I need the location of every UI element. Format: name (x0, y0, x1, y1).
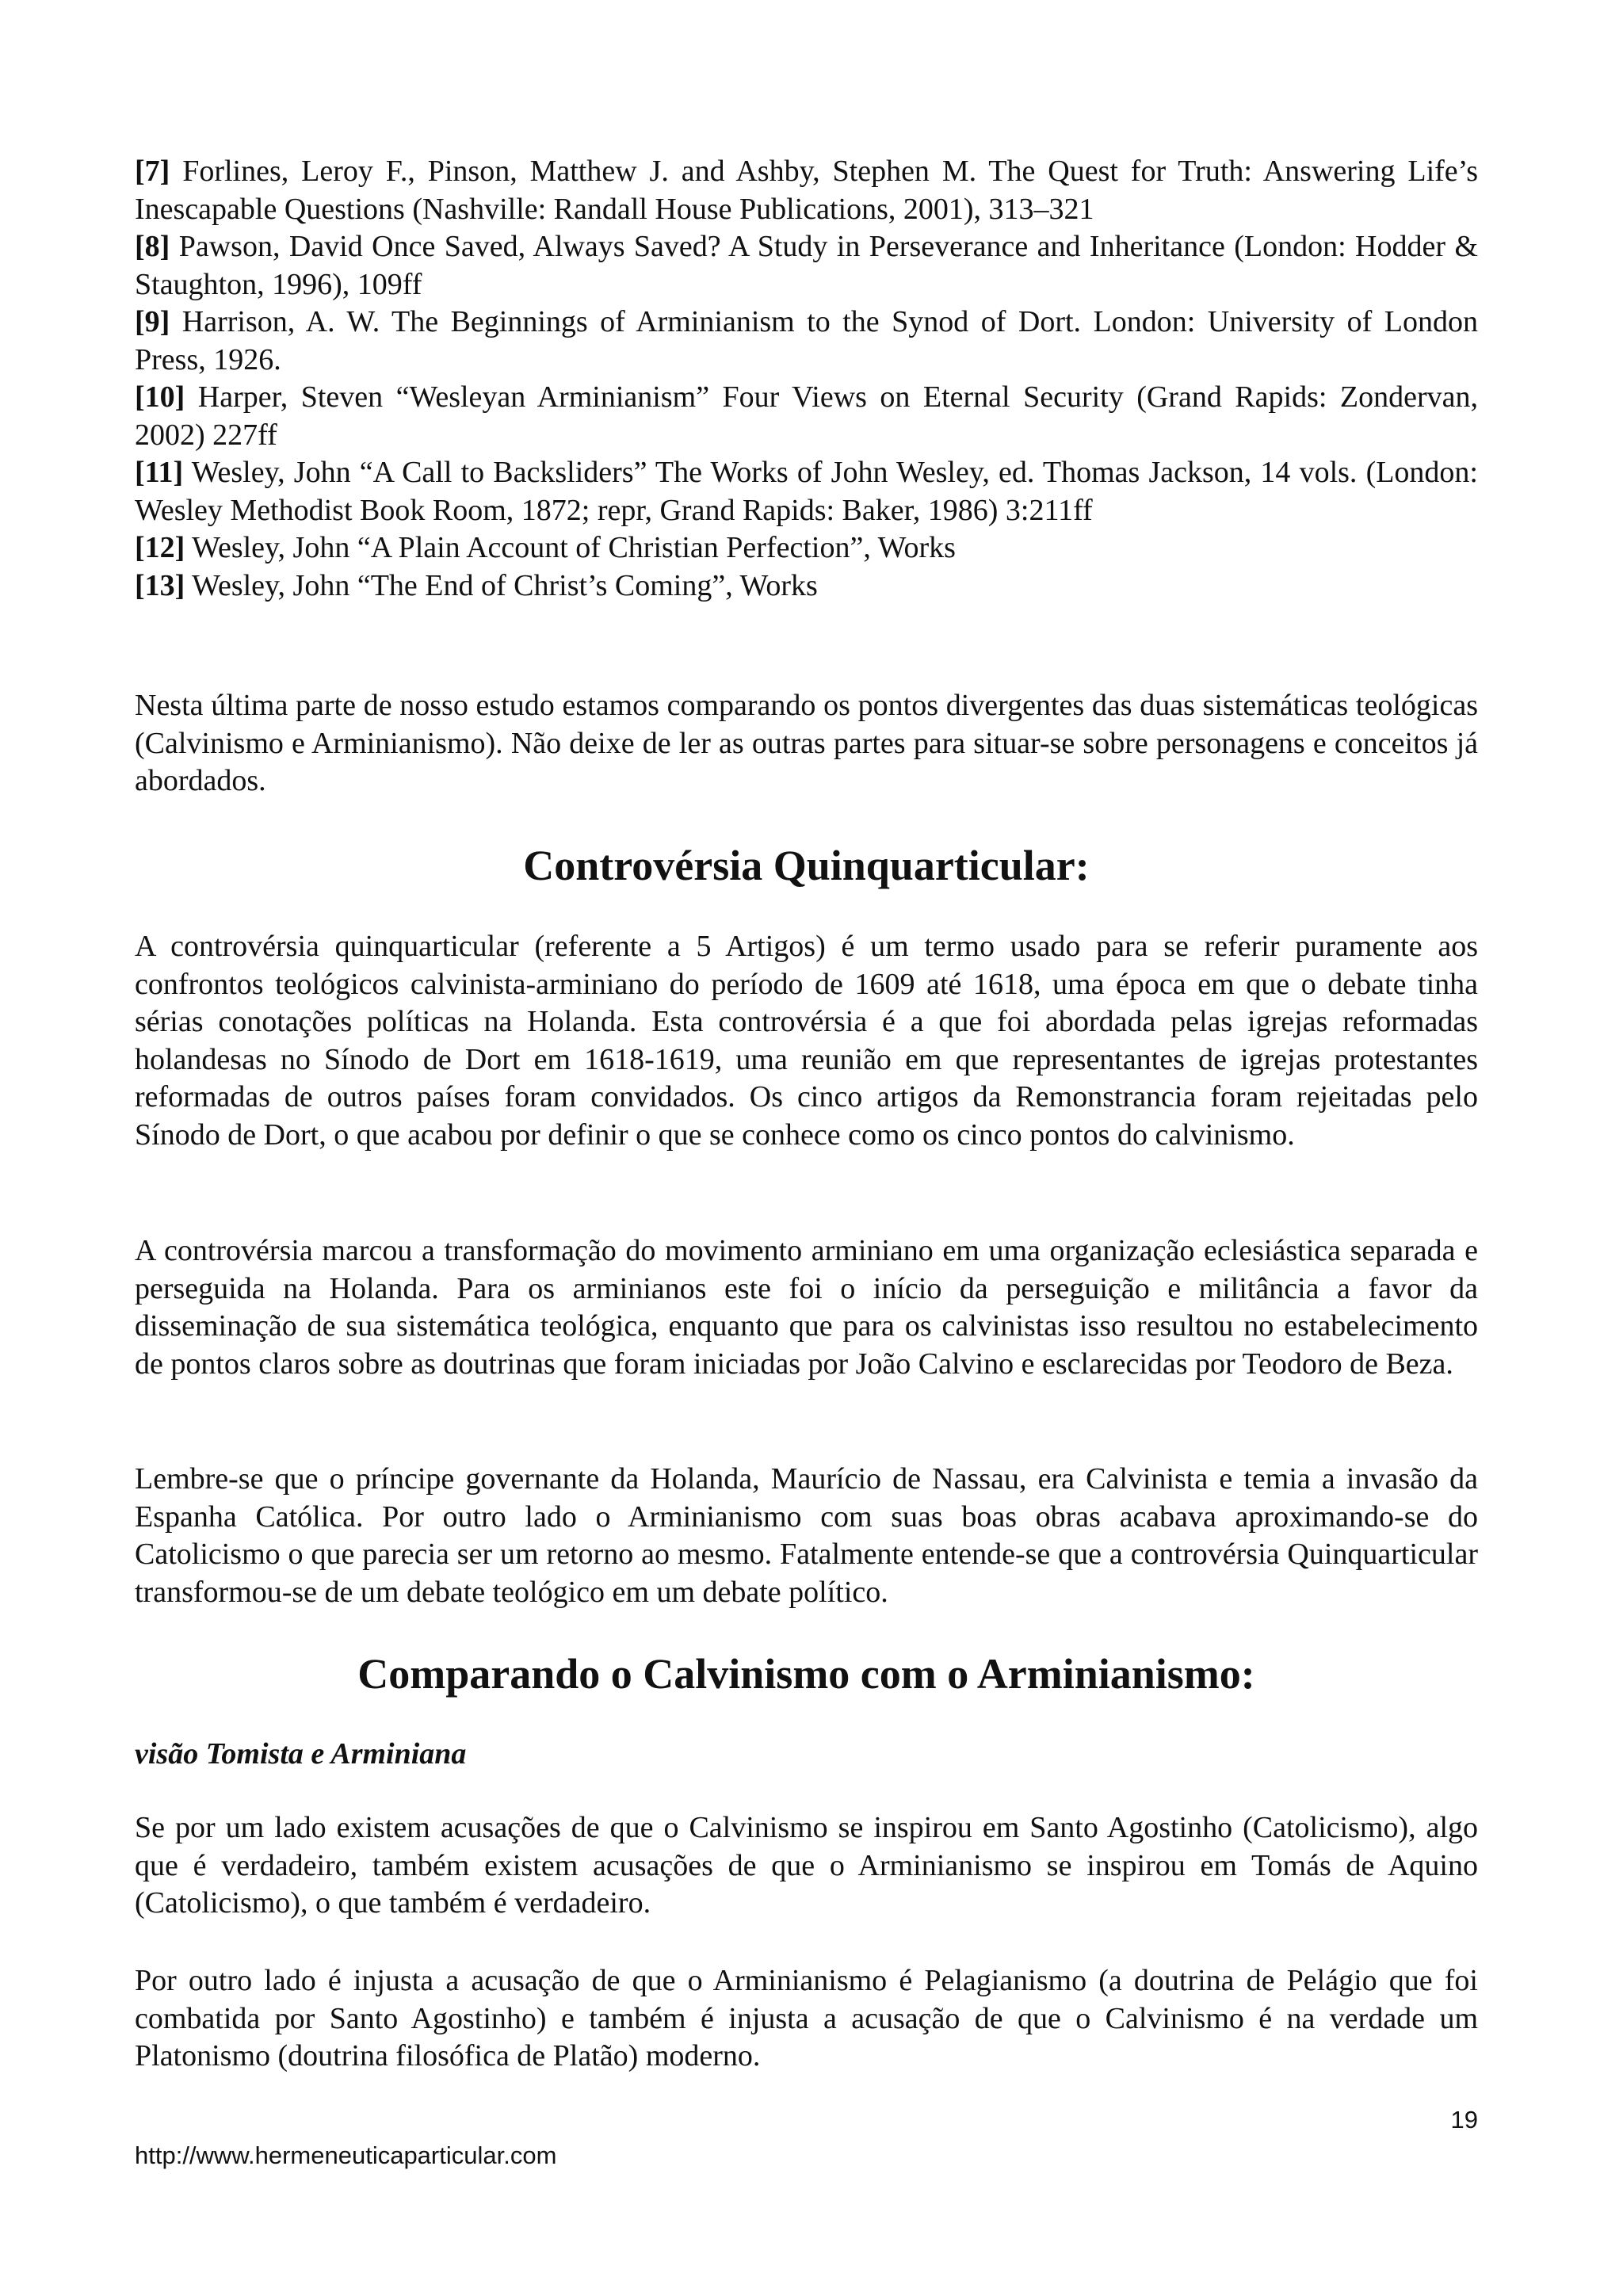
reference-number: [10] (135, 380, 185, 414)
reference-item (135, 567, 1478, 606)
reference-text: Harrison, A. W. The Beginnings of Arminianism to the Synod of Dort. London: University of London Press, 1926. (135, 305, 1478, 376)
reference-text: Wesley, John “The End of Christ’s Coming”, Works (185, 568, 818, 602)
paragraph-controversia-3: Lembre-se que o príncipe governante da Holanda, Maurício de Nassau, era Calvinista e temia a invasão da Espanha Católica. Por outro lado o Arminianismo com suas boas obras acabava aproximando-se do Catolicismo o que parecia ser um retorno ao mesmo. Fatalmente entende-se que a controvérsia Quinquarticular transformou-se de um debate teológico em um debate político. (135, 1462, 1478, 1609)
reference-text: Wesley, John “A Plain Account of Christian Perfection”, Works (185, 531, 956, 564)
reference-text: Forlines, Leroy F., Pinson, Matthew J. and Ashby, Stephen M. The Quest for Truth: Answering Life’s Inescapable Questions (Nashville: Randall House Publications, 2001), 313–321 (135, 155, 1478, 226)
paragraph-controversia-1: A controvérsia quinquarticular (referente a 5 Artigos) é um termo usado para se referir puramente aos confrontos teológicos calvinista-arminiano do período de 1609 até 1618, uma época em que o debate tinha sérias conotações políticas na Holanda. Esta controvérsia é a que foi abordada pelas igrejas reformadas holandesas no Sínodo de Dort em 1618-1619, uma reunião em que representantes de igrejas protestantes reformadas de outros países foram convidados. Os cinco artigos da Remonstrancia foram rejeitadas pelo Sínodo de Dort, o que acabou por definir o que se conhece como os cinco pontos do calvinismo. (135, 930, 1478, 1152)
reference-text: Harper, Steven “Wesleyan Arminianism” Four Views on Eternal Security (Grand Rapids: Zondervan, 2002) 227ff (135, 380, 1478, 452)
reference-item (135, 529, 1478, 567)
section-heading-controversia: Controvérsia Quinquarticular: (523, 842, 1090, 889)
reference-number: [8] (135, 230, 170, 263)
intro-paragraph: Nesta última parte de nosso estudo estamos comparando os pontos divergentes das duas sistemáticas teológicas (Calvinismo e Arminianismo). Não deixe de ler as outras partes para situar-se sobre personagens e conceitos já abordados. (135, 689, 1478, 797)
paragraph-comparando-1: Se por um lado existem acusações de que o Calvinismo se inspirou em Santo Agostinho (Catolicismo), algo que é verdadeiro, também existem acusações de que o Arminianismo se inspirou em Tomás de Aquino (Catolicismo), o que também é verdadeiro. (135, 1811, 1478, 1920)
reference-text: Wesley, John “A Call to Backsliders” The Works of John Wesley, ed. Thomas Jackson, 14 vols. (London: Wesley Methodist Book Room, 1872; repr, Grand Rapids: Baker, 1986) 3:211ff (135, 456, 1478, 527)
reference-number: [11] (135, 456, 184, 489)
reference-item (135, 228, 1478, 304)
reference-number: [13] (135, 568, 185, 602)
reference-number: [9] (135, 305, 170, 338)
page-number: 19 (1450, 2106, 1478, 2134)
reference-item (135, 304, 1478, 379)
section-heading-comparando: Comparando o Calvinismo com o Arminianismo: (357, 1650, 1255, 1698)
references-list (135, 153, 1478, 605)
reference-text: Pawson, David Once Saved, Always Saved? A Study in Perseverance and Inheritance (London: Hodder & Staughton, 1996), 109ff (135, 230, 1478, 301)
reference-item (135, 379, 1478, 454)
footer-url: http://www.hermeneuticaparticular.com (135, 2141, 557, 2169)
paragraph-controversia-2: A controvérsia marcou a transformação do movimento arminiano em uma organização eclesiástica separada e perseguida na Holanda. Para os arminianos este foi o início da perseguição e militância a favor da disseminação de sua sistemática teológica, enquanto que para os calvinistas isso resultou no estabelecimento de pontos claros sobre as doutrinas que foram iniciadas por João Calvino e esclarecidas por Teodoro de Beza. (135, 1234, 1478, 1381)
reference-item (135, 153, 1478, 228)
subheading-visao-tomista: visão Tomista e Arminiana (135, 1737, 467, 1771)
reference-number: [12] (135, 531, 185, 564)
reference-number: [7] (135, 155, 170, 188)
paragraph-comparando-2: Por outro lado é injusta a acusação de que o Arminianismo é Pelagianismo (a doutrina de Pelágio que foi combatida por Santo Agostinho) e também é injusta a acusação de que o Calvinismo é na verdade um Platonismo (doutrina filosófica de Platão) moderno. (135, 1964, 1478, 2073)
reference-item (135, 454, 1478, 529)
